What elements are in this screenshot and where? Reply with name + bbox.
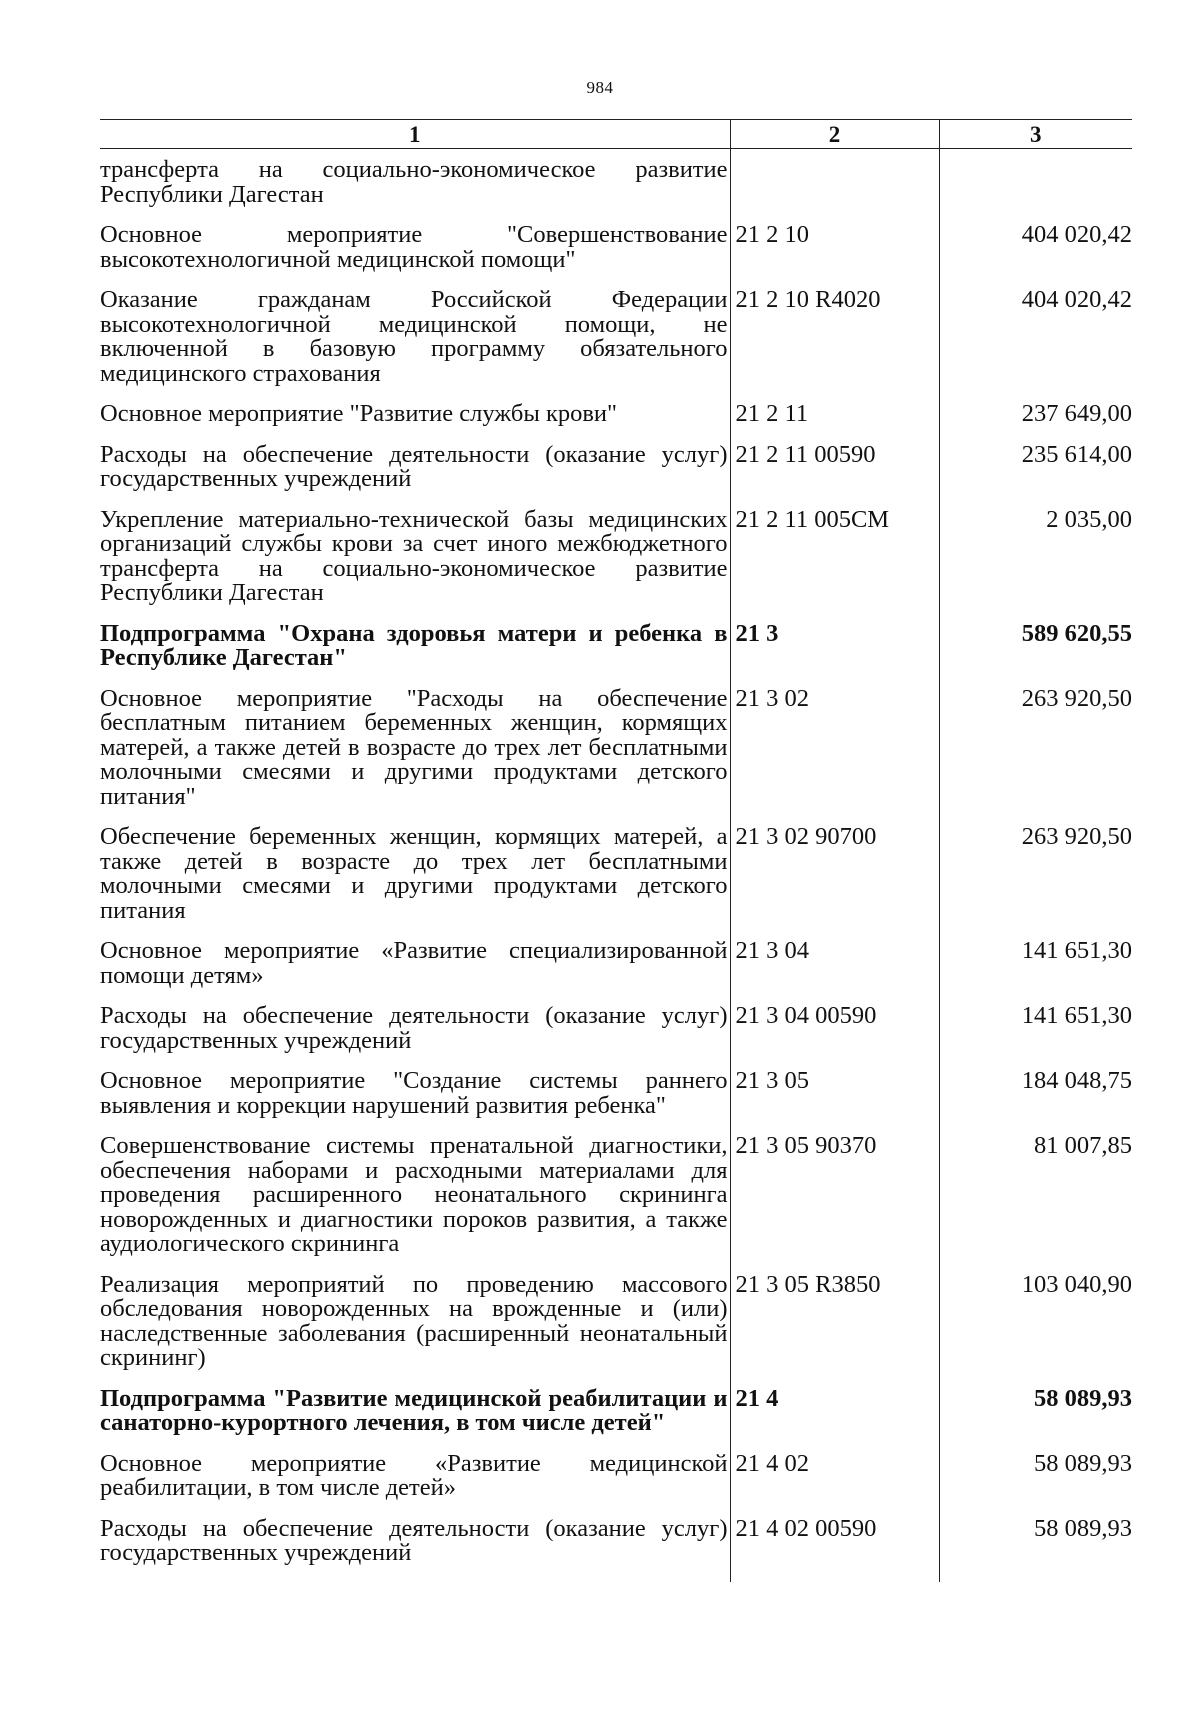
row-code-cell: 21 3 02 xyxy=(730,687,939,826)
column-header-3: 3 xyxy=(939,120,1132,149)
row-code-cell: 21 3 04 00590 xyxy=(730,1004,939,1069)
table-row xyxy=(100,1452,1132,1517)
table-row xyxy=(100,443,1132,508)
row-amount-cell: 141 651,30 xyxy=(1021,937,1132,964)
row-code-cell xyxy=(730,149,939,224)
table-row xyxy=(100,939,1132,1004)
row-name-cell: Совершенствование системы пренатальной диагностики, обеспечения наборами и расходными материалами для проведения расширенного неонатального скрининга новорожденных и диагностики пороков развития, а также аудиологического скрининга xyxy=(100,1134,730,1273)
row-name-cell: Расходы на обеспечение деятельности (оказание услуг) государственных учреждений xyxy=(100,443,730,508)
column-header-2: 2 xyxy=(730,120,939,149)
row-amount-cell: 58 089,93 xyxy=(1034,1514,1132,1542)
row-amount-cell: 404 020,42 xyxy=(1021,221,1132,248)
row-name-cell: Реализация мероприятий по проведению массового обследования новорожденных на врожденные и (или) наследственные заболевания (расширенный неонатальный скрининг) xyxy=(100,1273,730,1387)
row-amount-cell: 404 020,42 xyxy=(1021,286,1132,313)
table-row xyxy=(100,1517,1132,1582)
row-name-cell: Основное мероприятие "Развитие службы крови" xyxy=(100,402,730,443)
table-row xyxy=(100,149,1132,224)
row-code-cell: 21 3 05 90370 xyxy=(730,1134,939,1273)
table-row xyxy=(100,1134,1132,1273)
row-code-cell: 21 2 11 xyxy=(730,402,939,443)
table-row xyxy=(100,223,1132,288)
table-row xyxy=(100,288,1132,402)
table-row xyxy=(100,1069,1132,1134)
table-row xyxy=(100,1273,1132,1387)
row-code-cell: 21 3 xyxy=(730,622,939,687)
row-amount-cell: 141 651,30 xyxy=(1021,1002,1132,1029)
row-amount-cell: 235 614,00 xyxy=(1021,440,1132,468)
table-row xyxy=(100,622,1132,687)
row-code-cell: 21 2 10 R4020 xyxy=(730,288,939,402)
budget-table xyxy=(100,119,1132,1582)
row-name-cell: Основное мероприятие «Развитие медицинской реабилитации, в том числе детей» xyxy=(100,1452,730,1517)
row-code-cell: 21 4 02 xyxy=(730,1452,939,1517)
table-row xyxy=(100,825,1132,939)
table-row xyxy=(100,1387,1132,1452)
row-amount-cell: 103 040,90 xyxy=(1021,1270,1132,1298)
row-name-cell: Обеспечение беременных женщин, кормящих матерей, а также детей в возрасте до трех лет бесплатными молочными смесями и другими продуктами детского питания xyxy=(100,825,730,939)
row-amount-cell: 58 089,93 xyxy=(1034,1449,1132,1477)
row-name-cell: Расходы на обеспечение деятельности (оказание услуг) государственных учреждений xyxy=(100,1517,730,1582)
row-name-cell: трансферта на социально-экономическое развитие Республики Дагестан xyxy=(100,149,730,224)
column-header-1: 1 xyxy=(100,120,730,149)
table-row xyxy=(100,508,1132,622)
row-code-cell: 21 2 10 xyxy=(730,223,939,288)
row-amount-cell: 263 920,50 xyxy=(1021,823,1132,850)
row-name-cell: Расходы на обеспечение деятельности (оказание услуг) государственных учреждений xyxy=(100,1004,730,1069)
row-name-cell: Основное мероприятие "Расходы на обеспечение бесплатным питанием беременных женщин, кормящих матерей, а также детей в возрасте до трех лет бесплатными молочными смесями и другими продуктами детского питания" xyxy=(100,687,730,826)
row-name-cell: Основное мероприятие "Совершенствование высокотехнологичной медицинской помощи" xyxy=(100,223,730,288)
row-name-cell: Укрепление материально-технической базы медицинских организаций службы крови за счет иного межбюджетного трансферта на социально-экономическое развитие Республики Дагестан xyxy=(100,508,730,622)
row-name-cell: Основное мероприятие «Развитие специализированной помощи детям» xyxy=(100,939,730,1004)
row-name-cell: Оказание гражданам Российской Федерации высокотехнологичной медицинской помощи, не включенной в базовую программу обязательного медицинского страхования xyxy=(100,288,730,402)
row-code-cell: 21 3 02 90700 xyxy=(730,825,939,939)
table-row xyxy=(100,1004,1132,1069)
row-code-cell: 21 3 05 R3850 xyxy=(730,1273,939,1387)
table-row xyxy=(100,687,1132,826)
row-amount-cell xyxy=(939,149,1132,224)
row-amount-cell: 81 007,85 xyxy=(1034,1132,1132,1159)
row-name-cell: Подпрограмма "Развитие медицинской реабилитации и санаторно-курортного лечения, в том числе детей" xyxy=(100,1387,730,1452)
row-code-cell: 21 3 04 xyxy=(730,939,939,1004)
row-name-cell: Подпрограмма "Охрана здоровья матери и ребенка в Республике Дагестан" xyxy=(100,622,730,687)
row-amount-cell: 263 920,50 xyxy=(1021,684,1132,712)
table-row xyxy=(100,402,1132,443)
row-code-cell: 21 2 11 00590 xyxy=(730,443,939,508)
row-amount-cell: 2 035,00 xyxy=(1046,505,1132,533)
row-amount-cell: 184 048,75 xyxy=(1021,1067,1132,1094)
page-number: 984 xyxy=(586,78,614,97)
row-amount-cell: 58 089,93 xyxy=(1034,1384,1132,1412)
row-amount-cell: 589 620,55 xyxy=(1021,619,1132,647)
table-body xyxy=(100,149,1132,1582)
row-amount-cell: 237 649,00 xyxy=(1021,400,1132,427)
row-code-cell: 21 4 02 00590 xyxy=(730,1517,939,1582)
table-header-row xyxy=(100,120,1132,149)
row-code-cell: 21 3 05 xyxy=(730,1069,939,1134)
row-code-cell: 21 4 xyxy=(730,1387,939,1452)
row-code-cell: 21 2 11 005СМ xyxy=(730,508,939,622)
row-name-cell: Основное мероприятие "Создание системы раннего выявления и коррекции нарушений развития ребенка" xyxy=(100,1069,730,1134)
